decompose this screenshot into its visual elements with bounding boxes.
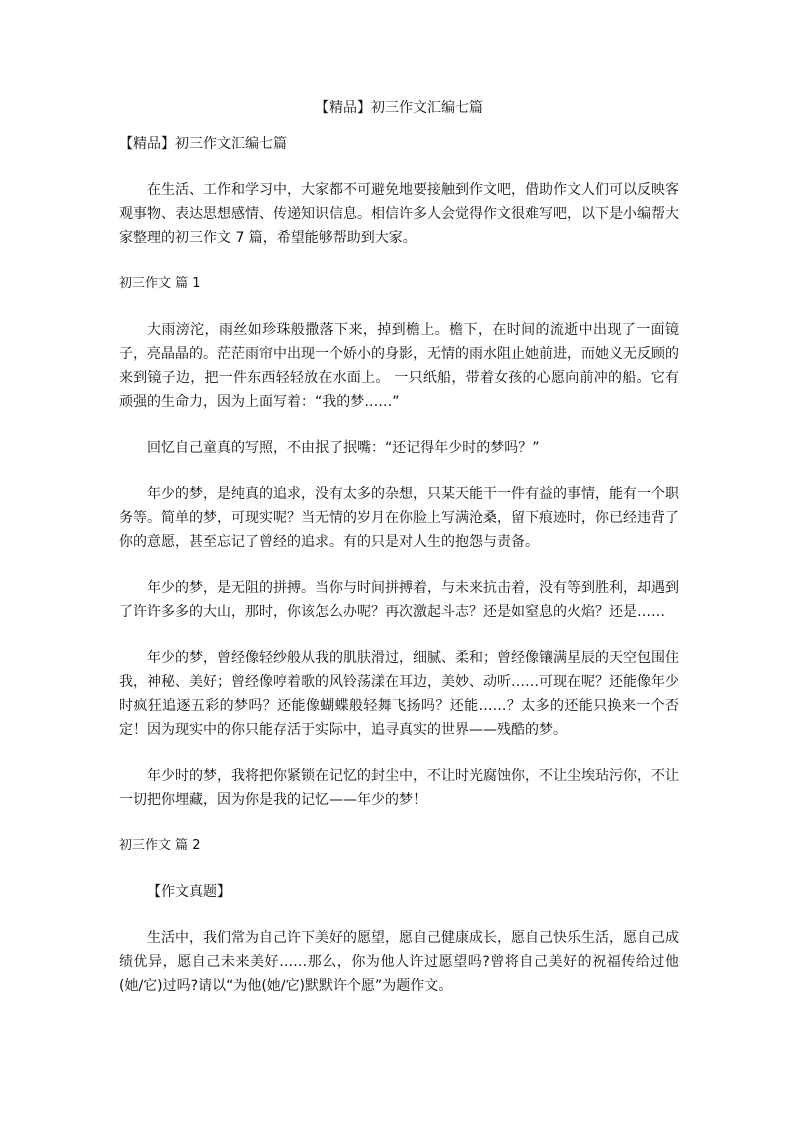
section1-paragraph-5: 年少的梦，曾经像轻纱般从我的肌肤滑过，细腻、柔和；曾经像镶满星辰的天空包围住我，神秘、美好；曾经像哼着歌的风铃荡漾在耳边，美妙、动听……可现在呢？还能像年少时疯狂追逐五彩的梦吗？还能像蝴蝶般轻舞飞扬吗？还能……？太多的还能只换来一个否定！因为现实中的你只能存活于实际中，追寻真实的世界——残酷的梦。 — [119, 650, 679, 738]
section2-paragraph-1: 生活中，我们常为自己许下美好的愿望，愿自己健康成长，愿自己快乐生活，愿自己成绩优异，愿自己未来美好……那么，你为他人许过愿望吗?曾将自己美好的祝福传给过他(她/它)过吗?请以“为他(她/它)默默许个愿”为题作文。 — [119, 930, 679, 994]
section-heading-2: 初三作文 篇 2 — [119, 838, 201, 853]
section1-paragraph-6: 年少时的梦，我将把你紧锁在记忆的封尘中，不让时光腐蚀你，不让尘埃玷污你，不让一切把你埋藏，因为你是我的记忆——年少的梦！ — [119, 768, 679, 808]
document-subtitle: 【精品】初三作文汇编七篇 — [119, 136, 287, 152]
section-heading-1: 初三作文 篇 1 — [119, 276, 201, 291]
section1-paragraph-2: 回忆自己童真的写照，不由抿了抿嘴：“还记得年少时的梦吗？” — [147, 440, 540, 456]
section1-paragraph-3: 年少的梦，是纯真的追求，没有太多的杂想，只某天能干一件有益的事情，能有一个职务等。简单的梦，可现实呢？当无情的岁月在你脸上写满沧桑，留下痕迹时，你已经违背了你的意愿，甚至忘记了曾经的追求。有的只是对人生的抱怨与责备。 — [119, 486, 679, 550]
section2-subheading: 【作文真题】 — [147, 884, 231, 900]
document-page — [119, 96, 679, 1020]
section1-paragraph-4: 年少的梦，是无阻的拼搏。当你与时间拼搏着，与未来抗击着，没有等到胜利，却遇到了许许多多的大山，那时，你该怎么办呢？再次激起斗志？还是如窒息的火焰？还是…… — [119, 580, 679, 620]
intro-paragraph: 在生活、工作和学习中，大家都不可避免地要接触到作文吧，借助作文人们可以反映客观事物、表达思想感情、传递知识信息。相信许多人会觉得作文很难写吧，以下是小编帮大家整理的初三作文 7 篇，希望能够帮助到大家。 — [119, 182, 679, 246]
section1-paragraph-1: 大雨滂沱，雨丝如珍珠般撒落下来，掉到檐上。檐下，在时间的流逝中出现了一面镜子，亮晶晶的。茫茫雨帘中出现一个娇小的身影，无情的雨水阻止她前进，而她义无反顾的来到镜子边，把一件东西轻轻放在水面上。 一只纸船，带着女孩的心愿向前冲的船。它有顽强的生命力，因为上面写着：“我的梦……” — [119, 322, 679, 410]
document-title: 【精品】初三作文汇编七篇 — [315, 100, 483, 116]
